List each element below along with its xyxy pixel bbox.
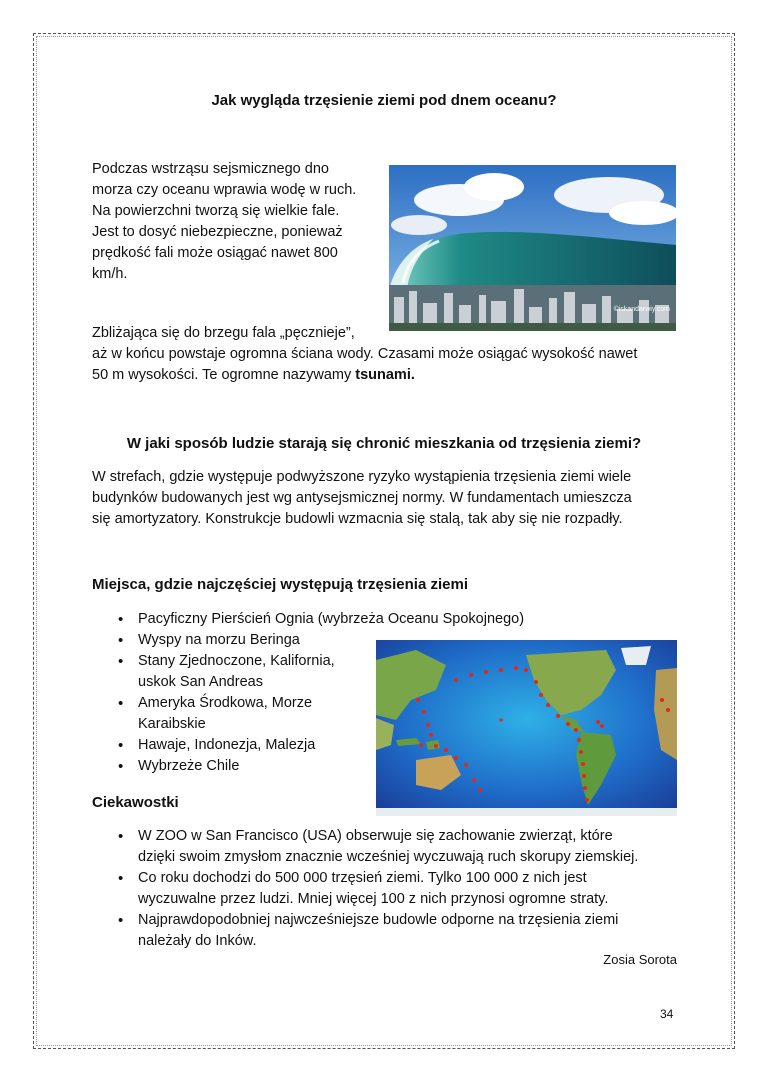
list-item-text: • Ameryka Środkowa, Morze — [138, 695, 313, 711]
section1-paragraph1 — [92, 159, 382, 285]
line: morza czy oceanu wprawia wodę w ruch. — [92, 182, 357, 198]
list-item-text: • Hawaje, Indonezja, Malezja — [138, 737, 316, 753]
list-item — [112, 609, 612, 630]
list-item-text: Karaibskie — [138, 716, 206, 732]
tsunami-wave-photo — [389, 165, 676, 331]
line — [92, 365, 692, 386]
line: aż w końcu powstaje ogromna ściana wody. Czasami może osiągać wysokość nawet — [92, 346, 638, 362]
list-item-text: wyczuwalne przez ludzi. Mniej więcej 100 z nich przynosi ogromne straty. — [138, 891, 609, 907]
line: Podczas wstrząsu sejsmicznego dno — [92, 161, 329, 177]
line: W strefach, gdzie występuje podwyższone ryzyko wystąpienia trzęsienia ziemi wiele — [92, 469, 632, 485]
world-map-icon — [376, 640, 677, 816]
section1-paragraph2 — [92, 323, 692, 386]
section1-title: Jak wygląda trzęsienie ziemi pod dnem oceanu? — [211, 92, 557, 109]
list-item — [112, 910, 712, 952]
section3-heading: Miejsca, gdzie najczęściej występują trzęsienia ziemi — [92, 576, 468, 593]
list-item-text: należały do Inków. — [138, 933, 257, 949]
list-item-text: • Co roku dochodzi do 500 000 trzęsień ziemi. Tylko 100 000 z nich jest — [138, 870, 587, 886]
list-item-text: • Najprawdopodobniej najwcześniejsze budowle odporne na trzęsienia ziemi — [138, 912, 619, 928]
section2-paragraph — [92, 467, 702, 530]
list-item — [112, 868, 712, 910]
image-watermark: ©iskandarwiy.com — [613, 306, 670, 313]
fun-facts-list — [112, 826, 712, 952]
line: prędkość fali może osiągać nawet 800 — [92, 245, 338, 261]
list-item-text: • Pacyficzny Pierścień Ognia (wybrzeża Oceanu Spokojnego) — [138, 611, 525, 627]
line: Na powierzchni tworzą się wielkie fale. — [92, 203, 340, 219]
line: Jest to dosyć niebezpieczne, ponieważ — [92, 224, 343, 240]
list-item — [112, 826, 712, 868]
tsunami-keyword: tsunami. — [355, 367, 415, 383]
line: się amortyzatory. Konstrukcje budowli wzmacnia się stalą, tak aby się nie rozpadły. — [92, 511, 623, 527]
author-signature: Zosia Sorota — [603, 952, 677, 967]
list-item-text: • Wyspy na morzu Beringa — [138, 632, 300, 648]
section4-heading: Ciekawostki — [92, 794, 179, 811]
page-number: 34 — [660, 1007, 674, 1021]
line: Zbliżająca się do brzegu fala „pęcznieje”, — [92, 325, 355, 341]
list-item-text: • Stany Zjednoczone, Kalifornia, — [138, 653, 335, 669]
list-item-text: • Wybrzeże Chile — [138, 758, 240, 774]
world-earthquake-map — [376, 640, 677, 816]
line: budynków budowanych jest wg antysejsmicznej normy. W fundamentach umieszcza — [92, 490, 632, 506]
line-text: 50 m wysokości. Te ogromne nazywamy — [92, 367, 356, 383]
section2-title: W jaki sposób ludzie starają się chronić mieszkania od trzęsienia ziemi? — [126, 435, 642, 452]
list-item-text: • W ZOO w San Francisco (USA) obserwuje się zachowanie zwierząt, które — [138, 828, 613, 844]
line: km/h. — [92, 266, 128, 282]
list-item-text: dzięki swoim zmysłom znacznie wcześniej wyczuwają ruch skorupy ziemskiej. — [138, 849, 639, 865]
list-item-text: uskok San Andreas — [138, 674, 263, 690]
